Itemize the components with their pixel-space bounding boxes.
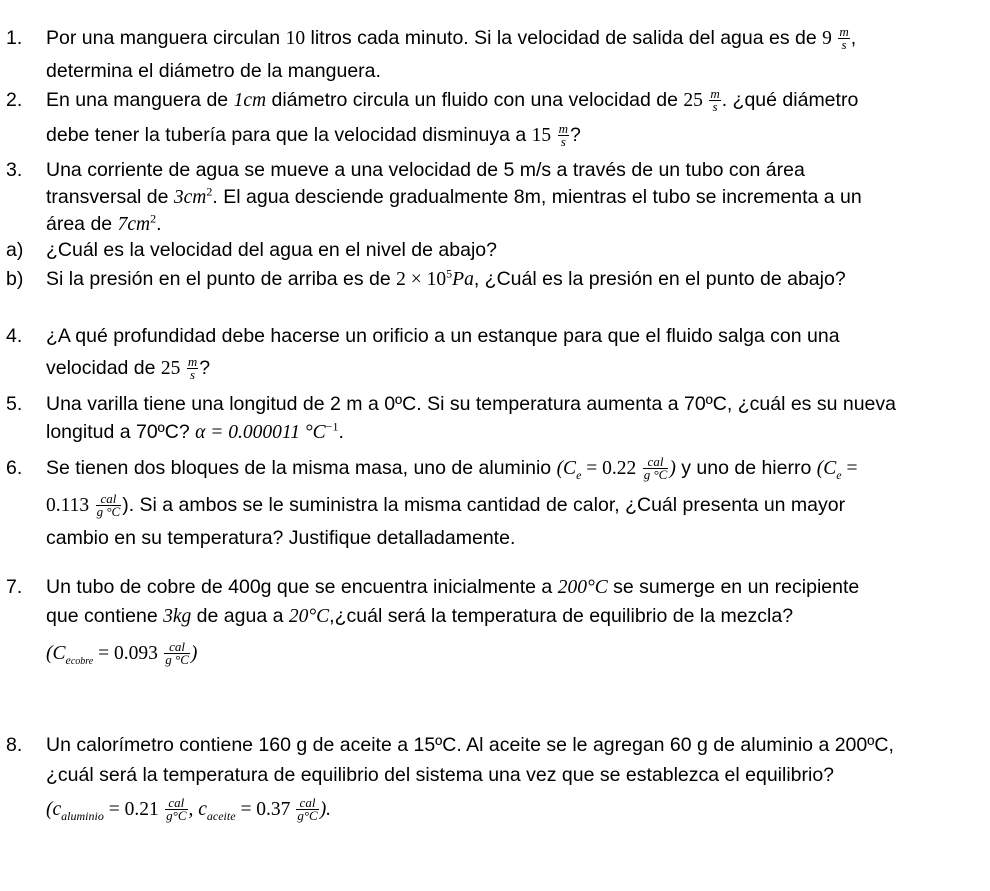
problem-text: ¿A qué profundidad debe hacerse un orificio a un estanque para que el fluido salga con una	[46, 325, 840, 347]
fraction: $\frac{\text{cal}}{g^\circ C}$	[297, 795, 318, 824]
math-value: 25	[683, 90, 703, 111]
math-value: 1cm	[233, 90, 267, 111]
math-value: 200°C	[557, 577, 608, 598]
math-value: 2 × 10	[396, 269, 447, 290]
math-value: α = 0.000011 °C	[195, 422, 326, 443]
problem-text: determina el diámetro de la manguera.	[46, 60, 381, 82]
math-value: 10	[285, 28, 306, 49]
sub-label: b)	[6, 268, 24, 290]
math-value: 20°C	[288, 606, 330, 627]
math-value: 15	[531, 125, 552, 146]
problem-number: 3.	[6, 159, 23, 181]
math-value: 0.113	[46, 495, 90, 516]
problem-text: Una varilla tiene una longitud de 2 m a 0ºC. Si su temperatura aumenta a 70ºC, ¿cuál es su nueva	[46, 393, 896, 415]
problem-number: 8.	[6, 734, 23, 756]
math-value: 25	[160, 358, 181, 379]
math-value: 9	[822, 28, 832, 49]
problem-text: Un calorímetro contiene 160 g de aceite a 15ºC. Al aceite se le agregan 60 g de aluminio a 200ºC,	[46, 734, 894, 756]
fraction: $\frac{\text{cal}}{g^\circ C}$	[166, 795, 187, 824]
problem-number: 6.	[6, 457, 23, 479]
fraction: $\frac{m}{s}$	[558, 121, 568, 150]
problem-number: 4.	[6, 325, 23, 347]
math-value: 3kg	[163, 606, 192, 627]
problem-number: 1.	[6, 27, 23, 49]
sub-label: a)	[6, 239, 24, 261]
problem-number: 5.	[6, 393, 23, 415]
problem-text: Una corriente de agua se mueve a una velocidad de 5 m/s a través de un tubo con área	[46, 159, 805, 181]
problem-number: 2.	[6, 89, 23, 111]
fraction: $\frac{\text{cal}}{g ^\circ C}$	[165, 639, 189, 668]
problem-number: 7.	[6, 576, 23, 598]
problem-text: litros cada minuto. Si la velocidad de salida del agua es de	[305, 27, 823, 49]
math-value: 7cm	[117, 214, 151, 235]
fraction: $\frac{\text{cal}}{g ^\circ C}$	[643, 454, 668, 483]
problem-text: Por una manguera circulan	[46, 27, 286, 49]
problem-text: cambio en su temperatura? Justifique detalladamente.	[46, 527, 516, 549]
fraction: $\frac{m}{s}$	[187, 354, 198, 383]
fraction: $\frac{m}{s}$	[839, 24, 849, 53]
fraction: $\frac{m}{s}$	[710, 86, 720, 115]
problem-text: ¿Cuál es la velocidad del agua en el nivel de abajo?	[46, 239, 497, 261]
problem-text: ¿cuál será la temperatura de equilibrio del sistema una vez que se establezca el equilibrio?	[46, 764, 835, 786]
fraction: $\frac{\text{cal}}{g ^\circ C}$	[96, 491, 121, 520]
math-value: 3cm	[173, 187, 207, 208]
